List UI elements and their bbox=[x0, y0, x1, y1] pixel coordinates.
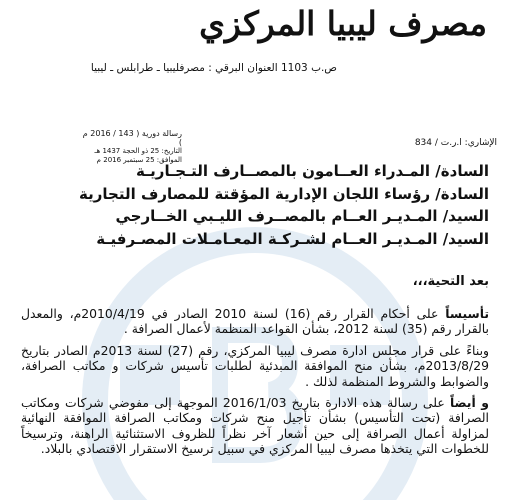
body-paragraph bbox=[21, 395, 489, 457]
paragraph-lead: تأسيساً bbox=[445, 306, 489, 321]
body-paragraph bbox=[21, 343, 489, 389]
index-number: الإشاري: ا.ر.ت / 834 bbox=[414, 138, 497, 148]
recipient-line: السيد/ المـديـر العــام لشـركـة المعـامـلات المصـرفيـة bbox=[96, 229, 489, 248]
paragraph-text: على أحكام القرار رقم (16) لسنة 2010 الصادر في 2010/4/19م، والمعدل بالقرار رقم (35) لسنة 2012، بشأن القواعد المنظمة لأعمال الصرافة . bbox=[21, 306, 489, 337]
greeting: بعد التحية،،، bbox=[412, 274, 489, 289]
recipient-line: السيد/ المـديـر العــام بالمصــرف الليـبي الخــارجي bbox=[115, 207, 489, 225]
paragraph-lead: و أيضاً bbox=[449, 395, 489, 411]
body-paragraph bbox=[21, 306, 489, 337]
circular-number: رسالة دورية ( 143 / 2016 م ) bbox=[82, 129, 182, 147]
bank-address: ص.ب 1103 العنوان البرقي : مصرفليبيا ـ طرابلس ـ ليبيا bbox=[90, 62, 337, 74]
paragraph-text: على رسالة هذه الادارة بتاريخ 2016/1/03 الموجهة إلى مفوضي شركات ومكاتب الصرافة (تحت التأسيس) بشأن تأجيل منح شركات ومكاتب الصرافة الموافقة النهائية لمزاولة أعمال الصرافة إلى حين أشعار آخر نظراً للظروف الاستثنائية الراهنة، وترسيخاً للخطوات التي يتخذها مصرف ليبيا المركزي في سبيل ترسيخ الاستقرار الاقتصادي بالبلاد. bbox=[21, 395, 489, 457]
recipient-line: السادة/ المـدراء العــامون بالمصــارف التـجـاريـة bbox=[135, 162, 489, 180]
gregorian-date: الموافق: 25 سبتمبر 2016 م bbox=[96, 156, 182, 164]
recipient-line: السادة/ رؤساء اللجان الإدارية المؤقتة للمصارف التجارية bbox=[79, 184, 489, 203]
letter-body bbox=[21, 306, 489, 463]
recipient-list bbox=[79, 160, 489, 250]
paragraph-text: وبناءً على قرار مجلس ادارة مصرف ليبيا المركزي، رقم (27) لسنة 2013م الصادر بتاريخ 2013/8/29م، بشأن منح الموافقة المبدئية لطلبات تأسيس شركات و مكاتب الصرافة، والضوابط والشروط المنظمة لذلك . bbox=[21, 342, 489, 389]
bank-logo-text: مصرف ليبيا المركزي bbox=[199, 4, 487, 43]
hijri-date: التاريخ: 25 ذو الحجة 1437 هـ bbox=[94, 147, 182, 155]
